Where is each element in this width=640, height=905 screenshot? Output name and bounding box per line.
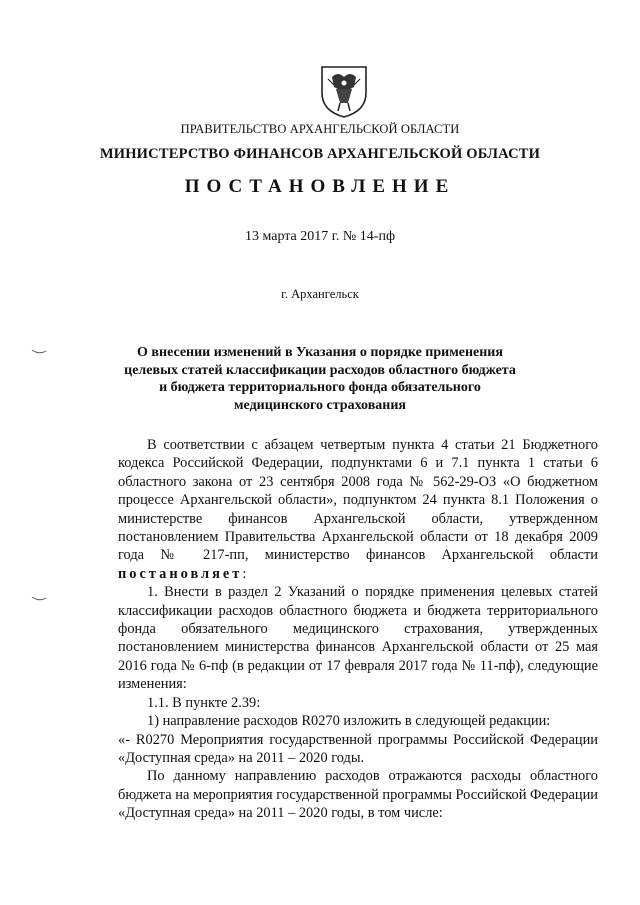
title-line: и бюджета территориального фонда обязательного — [159, 380, 481, 395]
title-line: медицинского страхования — [234, 397, 406, 413]
title-line: О внесении изменений в Указания о порядке применения — [137, 345, 503, 360]
title-line: целевых статей классификации расходов областного бюджета — [124, 362, 516, 378]
government-name: ПРАВИТЕЛЬСТВО АРХАНГЕЛЬСКОЙ ОБЛАСТИ — [180, 122, 460, 136]
paragraph-item-1-1: 1.1. В пункте 2.39: — [147, 694, 261, 711]
paragraph-preamble — [118, 436, 598, 583]
margin-mark-icon — [31, 349, 47, 355]
resolves-word: постановляет — [118, 565, 243, 582]
margin-mark-icon — [31, 596, 47, 602]
preamble-end: : — [242, 565, 247, 582]
document-title — [0, 344, 640, 414]
document-body — [118, 436, 598, 823]
ministry-name: МИНИСТЕРСТВО ФИНАНСОВ АРХАНГЕЛЬСКОЙ ОБЛАСТИ — [99, 146, 541, 162]
paragraph-item-1: 1. Внести в раздел 2 Указаний о порядке применения целевых статей классификации расходов областного бюджета и бюджета территориального фонда обязательного медицинского страхования, утвержденных постановлением министерства финансов Архангельской области от 25 мая 2016 года № 6-пф (в редакции от 17 февраля 2017 года № 11-пф), следующие изменения: — [118, 584, 598, 693]
paragraph-subitem-1: 1) направление расходов R0270 изложить в следующей редакции: — [147, 713, 551, 730]
paragraph-description: По данному направлению расходов отражаются расходы областного бюджета на мероприятия государственной программы Российской Федерации «Доступная среда» на 2011 – 2020 годы, в том числе: — [118, 768, 598, 822]
preamble-text: В соответствии с абзацем четвертым пункта 4 статьи 21 Бюджетного кодекса Российской Федерации, подпунктами 6 и 7.1 пункта 1 статьи 6 областного закона от 23 сентября 2008 года № 562-29-ОЗ «О бюджетном процессе Архангельской области», подпунктом 24 пункта 8.1 Положения о министерстве финансов Архангельской области, утвержденном постановлением Правительства Архангельской области от 18 декабря 2009 года № 217-пп, министерство финансов Архангельской области — [118, 437, 598, 564]
date-number: 13 марта 2017 г. № 14-пф — [244, 229, 396, 244]
coat-of-arms-icon — [318, 63, 370, 119]
paragraph-quote: «- R0270 Мероприятия государственной программы Российской Федерации «Доступная среда» на 2011 – 2020 годы. — [118, 731, 598, 766]
document-type: ПОСТАНОВЛЕНИЕ — [184, 176, 456, 197]
city: г. Архангельск — [281, 287, 359, 301]
